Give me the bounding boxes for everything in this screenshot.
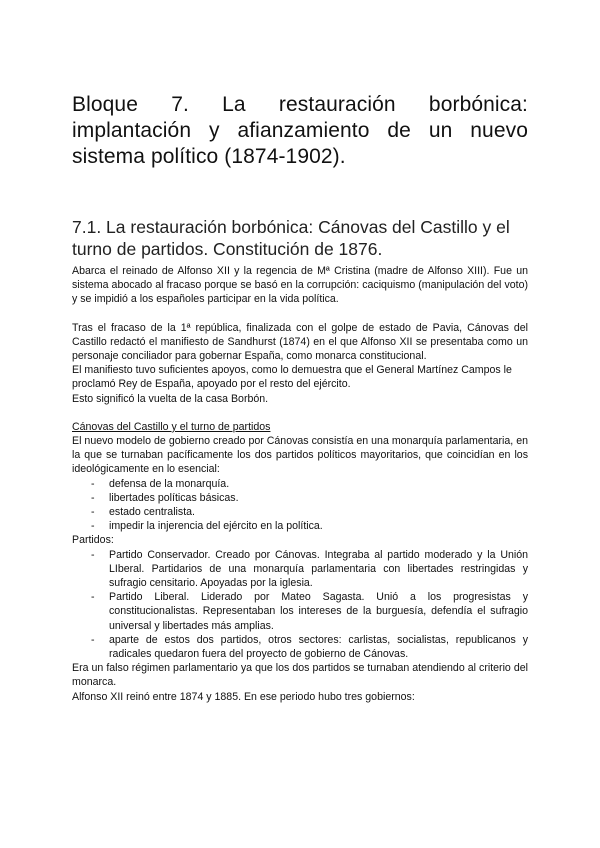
parties-list xyxy=(72,548,528,662)
document-page xyxy=(72,92,528,703)
list-item-text: libertades políticas básicas. xyxy=(109,491,239,504)
paragraph-modelo-gobierno: El nuevo modelo de gobierno creado por Cánovas consistía en una monarquía parlamentaria, en la que se turnaban pacíficamente los dos partidos políticos mayoritarios, que coincidían en los ideológicamente en lo esencial: xyxy=(72,435,528,476)
paragraph-sandhurst: Tras el fracaso de la 1ª república, finalizada con el golpe de estado de Pavia, Cánovas del Castillo redactó el manifiesto de Sandhurst (1874) en el que Alfonso XII se presentaba como un personaje conciliador para gobernar España, como monarca constitucional. xyxy=(72,321,528,363)
list-item xyxy=(72,477,528,491)
paragraph-spacer xyxy=(72,406,528,420)
dash-bullet: - xyxy=(91,491,95,504)
list-item xyxy=(72,491,528,505)
principles-list xyxy=(72,477,528,534)
list-item-text: impedir la injerencia del ejército en la política. xyxy=(109,520,323,533)
list-item-text: Partido Conservador. Creado por Cánovas. Integraba al partido moderado y la Unión LIberal. Partidarios de una monarquía parlamentaria con libertades restringidas y sufragio censitario. Apoyadas por la iglesia. xyxy=(109,548,528,590)
list-item xyxy=(72,590,528,633)
list-item xyxy=(72,548,528,591)
paragraph-martinez-campos: El manifiesto tuvo suficientes apoyos, como lo demuestra que el General Martínez Campos le proclamó Rey de España, apoyado por el resto del ejército. xyxy=(72,364,512,391)
partidos-label: Partidos: xyxy=(72,534,114,547)
paragraph-reinado-alfonso: Alfonso XII reinó entre 1874 y 1885. En ese periodo hubo tres gobiernos: xyxy=(72,690,415,703)
document-title: Bloque 7. La restauración borbónica: implantación y afianzamiento de un nuevo sistema político (1874-1902). xyxy=(72,93,528,168)
list-item xyxy=(72,505,528,519)
dash-bullet: - xyxy=(91,591,95,604)
subheading-turno-partidos: Cánovas del Castillo y el turno de partidos xyxy=(72,420,271,433)
list-item-text: aparte de estos dos partidos, otros sectores: carlistas, socialistas, republicanos y radicales quedaron fuera del proyecto de gobierno de Cánovas. xyxy=(109,633,528,661)
list-item-text: Partido Liberal. Liderado por Mateo Sagasta. Unió a los progresistas y constitucionalistas. Representaban los intereses de la burguesía, defendía el sufragio universal y libertades más amplias. xyxy=(109,591,528,632)
dash-bullet: - xyxy=(91,520,95,533)
list-item xyxy=(72,633,528,661)
paragraph-spacer xyxy=(72,307,528,321)
paragraph-intro: Abarca el reinado de Alfonso XII y la regencia de Mª Cristina (madre de Alfonso XIII). Fue un sistema abocado al fracaso porque se basó en la corrupción: caciquismo (manipulación del voto) y se impidió a los españoles participar en la vida política. xyxy=(72,265,528,306)
dash-bullet: - xyxy=(91,548,95,561)
dash-bullet: - xyxy=(91,506,95,519)
section-title: 7.1. La restauración borbónica: Cánovas del Castillo y el turno de partidos. Constitución de 1876. xyxy=(72,217,510,259)
document-body xyxy=(72,264,528,704)
dash-bullet: - xyxy=(91,477,95,490)
paragraph-falso-regimen: Era un falso régimen parlamentario ya que los dos partidos se turnaban atendiendo al criterio del monarca. xyxy=(72,662,528,689)
paragraph-borbon: Esto significó la vuelta de la casa Borbón. xyxy=(72,392,269,405)
list-item-text: estado centralista. xyxy=(109,506,195,519)
dash-bullet: - xyxy=(91,633,95,646)
list-item xyxy=(72,519,528,533)
list-item-text: defensa de la monarquía. xyxy=(109,477,230,490)
